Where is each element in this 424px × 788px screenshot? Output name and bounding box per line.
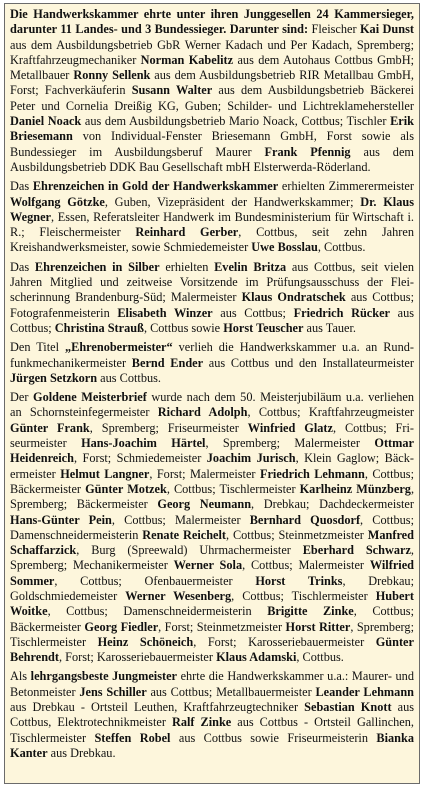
bold-name: Jens Schiller — [79, 684, 147, 699]
text-run: , Cottbus; Friseurmeister — [10, 420, 414, 451]
bold-name: Werner Wesenberg — [125, 588, 232, 603]
bold-name: Ralf Zinke — [171, 715, 232, 730]
text-run: ehrte die Handwerkskammer u.a.: Maurer- und Betonmeister — [10, 669, 414, 699]
bold-name: Norman Kabelitz — [140, 52, 234, 67]
text-run: aus Cottbus und den Installateurmeister — [203, 355, 414, 370]
bold-name: Sebastian Knott — [304, 700, 392, 715]
text-run: , Drebkau; Goldschmiedemeister — [10, 573, 414, 603]
bold-name: Hans-Günter Pein — [10, 512, 112, 527]
text-run: wurde nach dem 50. Meisterjubiläum u.a. verliehen an Schornsteinfegermeister — [10, 390, 414, 420]
bold-name: Renate Reichelt — [142, 527, 227, 542]
bold-name: Ehrenzeichen in Silber — [34, 259, 160, 274]
bold-name: Ehrenzeichen in Gold der Handwerkskammer — [32, 179, 279, 194]
bold-name: Georg Neumann — [157, 497, 252, 512]
text-run: Das — [10, 259, 35, 274]
text-run: aus dem Ausbildungsbetrieb RIR Metallbau GmbH, Forst; Fachverkäuferin — [10, 68, 414, 98]
bold-name: Klaus Adamski — [216, 650, 297, 665]
text-run: , Cottbus; Malermeister — [111, 512, 250, 527]
bold-name: Ronny Sellenk — [73, 68, 151, 83]
bold-name: Elisabeth Winzer — [117, 305, 213, 320]
text-run: Fleischer — [308, 22, 360, 37]
bold-name: Hubert Woitke — [10, 588, 414, 619]
bold-name: Günter Motzek — [85, 481, 167, 496]
text-run: , Spremberg; Friseurmeister — [89, 420, 248, 435]
text-run: , Forst; Steinmetzmeister — [158, 619, 286, 634]
paragraph-jungmeister — [10, 669, 414, 761]
text-run: , Cottbus; Ofenbauermeister — [54, 573, 256, 588]
bold-name: Bianka Kanter — [10, 730, 414, 760]
bold-name: Eberhard Schwarz — [302, 543, 411, 558]
bold-name: Manfred Schaffarzick — [10, 527, 414, 558]
text-run: Den Titel — [10, 340, 65, 355]
bold-name: lehrgangsbeste Jungmeister — [30, 669, 177, 684]
text-run: , Cottbus; Tischlermeister — [231, 588, 376, 603]
text-run: , Spremberg; Malermeister — [205, 436, 375, 451]
bold-name: Leander Lehmann — [315, 684, 414, 699]
text-run: Als — [10, 669, 31, 684]
bold-name: „Ehrenobermeister“ — [64, 340, 173, 355]
bold-name: Günter Frank — [10, 420, 90, 435]
bold-name: Frank Pfennig — [264, 144, 351, 159]
bold-name: Heinz Schöneich — [97, 634, 194, 649]
text-run: erhielten Zimmerermeister — [278, 179, 414, 194]
bold-name: Joachim Jurisch — [206, 451, 296, 466]
text-run: aus Cottbus. — [97, 370, 161, 385]
text-run: , Cottbus; Tischlermeister — [166, 481, 300, 496]
text-run: , Cottbus. — [296, 650, 344, 665]
text-run: aus Drebkau. — [47, 745, 116, 760]
paragraph-ehrenzeichen-gold — [10, 179, 414, 255]
article-box — [4, 3, 420, 784]
bold-name: Winfried Glatz — [247, 420, 333, 435]
text-run: , Cottbus sowie — [143, 320, 224, 335]
bold-name: Richard Adolph — [157, 405, 248, 420]
text-run: aus dem Autohaus Cottbus GmbH; Metallbauer — [10, 52, 414, 83]
bold-name: Reinhard Gerber — [135, 225, 239, 240]
bold-name: Klaus Ondratschek — [241, 290, 346, 305]
paragraph-goldener-meisterbrief — [10, 390, 414, 665]
bold-name: Brigitte Zinke — [267, 604, 354, 619]
text-run: aus Cottbus; — [212, 305, 294, 320]
bold-name: Jürgen Setzkorn — [10, 370, 98, 385]
bold-name: Karlheinz Münzberg — [299, 481, 411, 496]
text-run: , Drebkau; Dachdeckermeister — [251, 497, 414, 512]
bold-name: Friedrich Rücker — [293, 305, 390, 320]
bold-name: Daniel Noack — [10, 114, 82, 129]
text-run: , Cottbus; Kraftfahrzeugmeister — [247, 405, 414, 420]
text-run: , Burg (Spreewald) Uhrmachermeister — [76, 543, 303, 558]
bold-name: Erik Briesemann — [10, 114, 414, 144]
text-run: aus Drebkau - Ortsteil Leuthen, Kraftfahrzeugtechniker — [10, 700, 305, 715]
bold-name: Bernd Ender — [131, 355, 204, 370]
text-run: , Forst; Malermeister — [149, 466, 260, 481]
text-run: aus Cottbus; Fotografenmeisterin — [10, 290, 414, 320]
bold-name: Steffen Robel — [94, 730, 171, 745]
text-run: , Cottbus; Malermeister — [242, 558, 370, 573]
bold-name: Susann Walter — [131, 83, 213, 98]
text-run: von Individual-Fenster Briesemann GmbH, Forst sowie als Bundessieger im Ausbildungsberuf Maurer — [10, 129, 414, 159]
bold-name: Günter Behrendt — [10, 634, 414, 665]
text-run: , Cottbus; Bäckermeister — [10, 604, 414, 634]
bold-name: Friedrich Lehmann — [259, 466, 365, 481]
bold-name: Horst Ritter — [285, 619, 351, 634]
bold-name: Bernhard Quosdorf — [249, 512, 361, 527]
text-run: aus Cottbus, seit vielen Jahren Mitglied und zeitweise Vorsitzende im Prüfungsausschuss der Fleischerinnung Brandenburg-Süd; Malermeister — [10, 259, 414, 305]
text-run: aus Tauer. — [303, 320, 357, 335]
bold-name: Helmut Langner — [60, 466, 150, 481]
text-run: , Cottbus; Damenschneidermeisterin — [10, 512, 414, 542]
bold-name: Horst Teuscher — [223, 320, 304, 335]
text-run: aus Cottbus; — [10, 305, 415, 335]
bold-name: Wilfried Sommer — [10, 558, 414, 588]
text-run: , Forst; Schmiedemeister — [73, 451, 207, 466]
text-run: aus dem Ausbildungsbetrieb Mario Noack, Cottbus; Tischler — [81, 114, 391, 129]
text-run: , Cottbus; Steinmetzmeister — [226, 527, 368, 542]
text-run: , Cottbus; Damenschneidermeisterin — [47, 604, 268, 619]
text-run: Das — [10, 179, 33, 194]
text-run: , Cottbus; Bäckermeister — [10, 466, 414, 496]
bold-name: Georg Fiedler — [84, 619, 159, 634]
text-run: aus Cottbus - Ortsteil Gallinchen, Tischlermeister — [10, 715, 414, 745]
text-run: , Cottbus. — [317, 240, 366, 255]
bold-name: Kai Dunst — [359, 22, 414, 37]
text-run: verlieh die Handwerkskammer u.a. an Rundfunkmechanikermeister — [10, 340, 414, 370]
paragraph-junggesellen — [10, 7, 414, 175]
text-run: , Spremberg; Tischlermeister — [10, 619, 414, 649]
bold-name: Uwe Bosslau — [251, 240, 318, 255]
text-run: aus dem Ausbildungsbetrieb GbR Werner Kadach und Per Kadach, Spremberg; Kraftfahrzeugmechaniker — [10, 37, 414, 67]
bold-name: Wolfgang Götzke — [10, 194, 105, 209]
text-run: Der — [10, 390, 33, 405]
bold-name: Horst Trinks — [255, 573, 343, 588]
text-run: erhielten — [159, 259, 215, 274]
bold-name: Die Handwerkskammer ehrte unter ihren Junggesellen 24 Kammersieger, darunter 11 Landes- und 3 Bundessieger. Darunter sind: — [10, 7, 414, 37]
bold-name: Werner Sola — [173, 558, 243, 573]
bold-name: Dr. Klaus Wegner — [10, 194, 414, 224]
text-run: aus dem Ausbildungsbetrieb Bäckerei Peter und Cornelia Dreißig KG, Guben; Schilder- und Lichtreklamehersteller — [10, 83, 414, 113]
paragraph-ehrenzeichen-silber — [10, 260, 414, 336]
bold-name: Ottmar Heidenreich — [10, 436, 414, 466]
text-run: , Spremberg; Mechanikermeister — [10, 543, 414, 573]
bold-name: Goldene Meisterbrief — [33, 390, 147, 405]
text-run: aus Cottbus; Metallbauermeister — [146, 684, 316, 699]
bold-name: Evelin Britza — [214, 259, 287, 274]
text-run: aus Cottbus, Elektrotechnikmeister — [10, 700, 415, 730]
text-run: aus Cottbus sowie Friseurmeisterin — [170, 730, 377, 745]
text-run: , Guben, Vizepräsident der Handwerkskammer; — [104, 194, 361, 209]
bold-name: Hans-Joachim Härtel — [81, 436, 206, 451]
text-run: , Cottbus, seit zehn Jahren Kreishandwerksmeister, sowie Schmiedemeister — [10, 225, 414, 255]
text-run: , Spremberg; Bäckermeister — [10, 481, 415, 512]
text-run: , Klein Gaglow; Bäckermeister — [10, 451, 415, 481]
text-run: , Essen, Referatsleiter Handwerk im Bundesministerium für Wirtschaft i. R.; Fleischermeister — [10, 209, 414, 240]
text-run: , Forst; Karosseriebauermeister — [58, 650, 217, 665]
paragraph-ehrenobermeister — [10, 340, 414, 386]
bold-name: Christina Strauß — [54, 320, 144, 335]
text-run: , Forst; Karosseriebauermeister — [193, 634, 376, 649]
text-run: aus dem Ausbildungsbetrieb DDK Bau Gesellschaft mbH Elsterwerda-Röderland. — [10, 144, 414, 174]
